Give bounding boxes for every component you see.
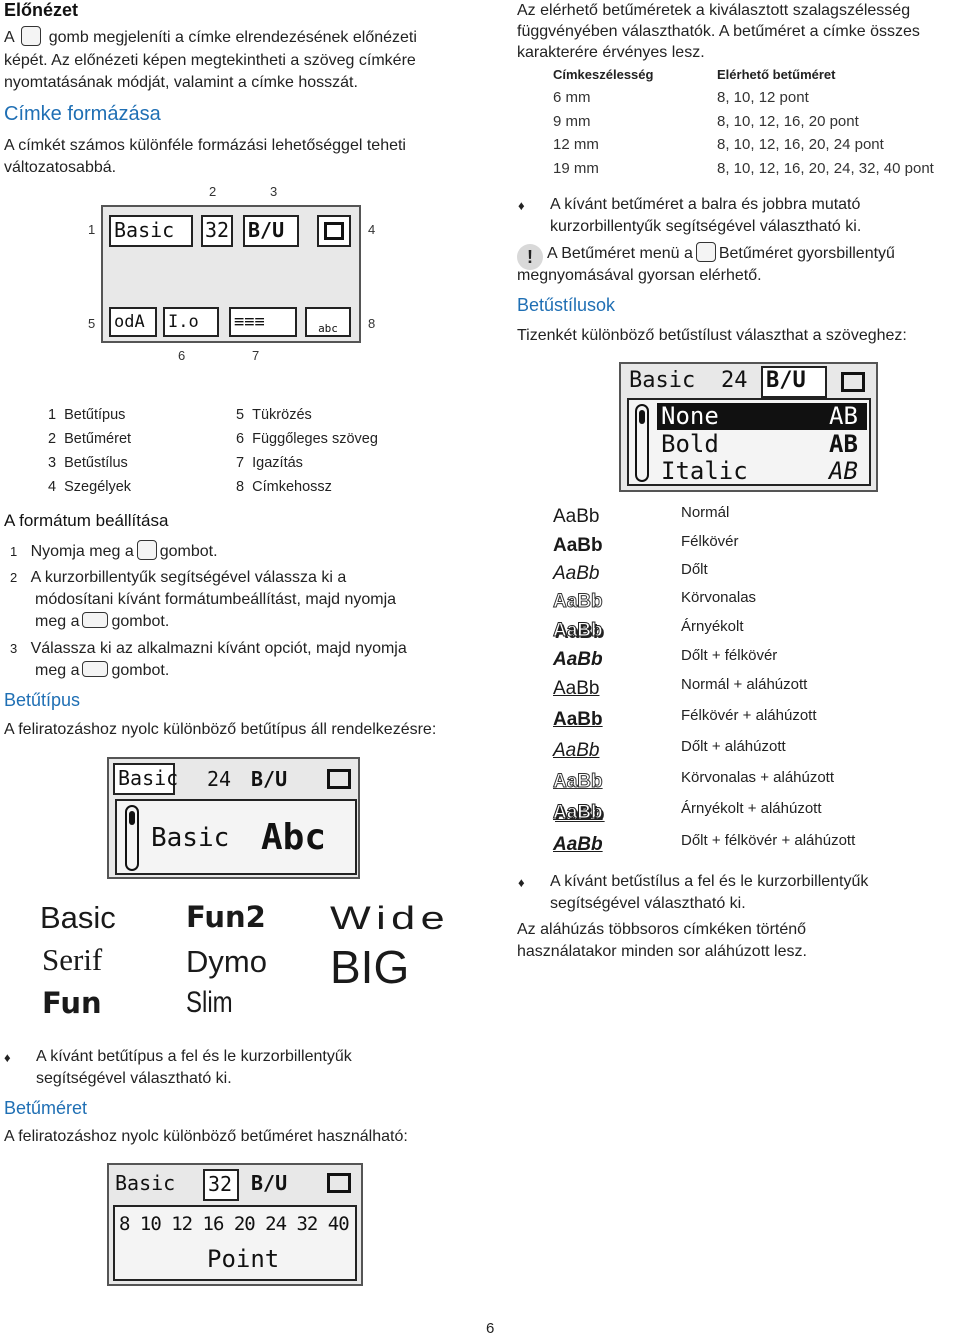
style-sample-italic: AaBb [553, 563, 600, 584]
font-size-key-icon [696, 242, 716, 262]
style-sample-italic-underline: AaBb [553, 740, 600, 761]
style-name: Normál [681, 504, 730, 521]
callout-5: 5 [88, 316, 96, 331]
format-button-icon [137, 540, 157, 560]
intro-line1: Az elérhető betűméretek a kiválasztott szalagszélesség [517, 2, 911, 19]
ok-button-icon [82, 612, 108, 628]
font-text: A feliratozáshoz nyolc különböző betűtípus áll rendelkezésre: [4, 721, 437, 738]
font-list [115, 799, 357, 875]
scroll-thumb[interactable] [639, 410, 645, 424]
border-square-icon [327, 769, 351, 789]
style-option-bold[interactable]: Bold [661, 430, 719, 458]
table-header: Címkeszélesség [553, 67, 654, 82]
style-name: Árnyékolt + aláhúzott [681, 800, 822, 817]
style-text: Tizenkét különböző betűstílust választhat a szöveghez: [517, 327, 907, 344]
align-tab: ≡≡≡ [229, 307, 297, 337]
border-square-icon [841, 372, 865, 392]
underline-note-line1: Az aláhúzás többsoros címkéken történő [517, 921, 807, 938]
style-sample-underline: AaBb [553, 678, 600, 699]
callout-1: 1 [88, 222, 96, 237]
style-name: Félkövér + aláhúzott [681, 707, 817, 724]
font-sample-slim: Slim [186, 986, 233, 1019]
legend-item: 2 Betűméret [48, 431, 132, 447]
vertical-tab: I.o [163, 307, 219, 337]
table-cell: 6 mm [553, 89, 591, 106]
scrollbar[interactable] [125, 805, 139, 871]
size-tab: 24 [207, 767, 232, 791]
font-heading: Betűtípus [4, 690, 81, 710]
border-square-icon [324, 222, 344, 240]
style-bullet-line2: segítségével választható ki. [550, 895, 746, 912]
page-number: 6 [486, 1320, 495, 1337]
step-2: 2 A kurzorbillentyűk segítségével válassza ki a [10, 569, 347, 586]
callout-2: 2 [209, 184, 217, 199]
size-tab: 32 [201, 215, 233, 247]
size-heading: Betűméret [4, 1098, 88, 1118]
size-text: A feliratozáshoz nyolc különböző betűméret használható: [4, 1128, 408, 1145]
table-cell: 9 mm [553, 113, 591, 130]
border-square-icon [327, 1173, 351, 1193]
step-3: 3 Válassza ki az alkalmazni kívánt opciót, majd nyomja [10, 640, 407, 657]
format-heading: Címke formázása [4, 103, 161, 125]
style-sample-outline: AaBb [553, 591, 603, 612]
font-bullet-line1: ♦ A kívánt betűtípus a fel és le kurzorbillentyűk [36, 1046, 352, 1068]
style-option-italic[interactable]: Italic [661, 457, 748, 485]
setup-heading: A formátum beállítása [4, 511, 169, 530]
step-2-line2: módosítani kívánt formátumbeállítást, majd nyomja [35, 591, 397, 608]
tip-line1: ! A Betűméret menü a Betűméret gyorsbillentyű [517, 242, 895, 270]
table-header: Elérhető betűméret [717, 67, 836, 82]
style-list [627, 398, 871, 486]
style-tab: B/U [251, 767, 288, 791]
size-bullet-line2: kurzorbillentyűk segítségével választható ki. [550, 218, 862, 235]
legend-item: 3 Betűstílus [48, 455, 128, 471]
table-cell: 12 mm [553, 136, 599, 153]
preview-text-post: gomb megjeleníti a címke elrendezésének előnézeti [48, 29, 417, 46]
style-tab: B/U [243, 215, 299, 247]
font-sample-fun2: Fun2 [186, 900, 266, 934]
style-name: Félkövér [681, 533, 739, 550]
ok-button-icon [82, 661, 108, 677]
style-name: Dőlt + félkövér [681, 647, 778, 664]
font-sample-serif: Serif [42, 942, 103, 977]
legend-item: 7 Igazítás [236, 455, 303, 471]
style-tab: B/U [761, 366, 827, 398]
tip-line2: megnyomásával gyorsan elérhető. [517, 267, 762, 284]
preview-heading: Előnézet [4, 0, 79, 20]
legend-item: 5 Tükrözés [236, 407, 312, 423]
callout-6: 6 [178, 348, 186, 363]
style-sample-shadow: AaBb [553, 620, 603, 641]
style-preview-italic: AB [829, 457, 858, 485]
scrollbar[interactable] [635, 404, 649, 482]
callout-4: 4 [368, 222, 376, 237]
style-sample-bold: AaBb [553, 535, 603, 556]
length-tab: abc [305, 307, 351, 337]
preview-text-pre: A [4, 29, 14, 46]
format-text-line2: változatosabbá. [4, 159, 117, 176]
style-sample-bold-underline: AaBb [553, 709, 603, 730]
style-sample-outline-underline: AaBb [553, 771, 603, 792]
scroll-thumb[interactable] [129, 811, 135, 825]
font-sample-fun: Fun [42, 986, 102, 1020]
style-sample-normal: AaBb [553, 506, 600, 527]
style-sample-italic-bold-underline: AaBb [553, 834, 603, 855]
font-sample-dymo: Dymo [186, 944, 267, 979]
underline-note-line2: használatakor minden sor aláhúzott lesz. [517, 943, 807, 960]
preview-text-line3: nyomtatásának módját, valamint a címke hosszát. [4, 74, 358, 91]
step-1: 1 Nyomja meg a gombot. [10, 540, 218, 563]
style-name: Körvonalas [681, 589, 757, 606]
size-unit: Point [207, 1245, 280, 1273]
style-sample-shadow-underline: AaBb [553, 802, 603, 823]
style-sample-italic-bold: AaBb [553, 649, 603, 670]
style-option-none[interactable]: None [661, 402, 719, 430]
style-name: Árnyékolt [681, 618, 744, 635]
size-bullet-line1: ♦ A kívánt betűméret a balra és jobbra mutató [550, 194, 860, 216]
preview-button-icon [21, 26, 41, 46]
font-lcd-screen [107, 757, 360, 879]
style-preview-bold: AB [829, 430, 858, 458]
preview-text-line1 [4, 26, 417, 49]
legend-item: 4 Szegélyek [48, 479, 132, 495]
step-3-line2: meg a gombot. [35, 662, 170, 679]
style-lcd-screen [619, 362, 878, 492]
style-heading: Betűstílusok [517, 295, 616, 315]
legend-item: 8 Címkehossz [236, 479, 332, 495]
style-bullet-line1: ♦ A kívánt betűstílus a fel és le kurzorbillentyűk [550, 871, 868, 893]
size-tab: 32 [203, 1169, 239, 1201]
style-tab: B/U [251, 1171, 288, 1195]
table-cell: 8, 10, 12, 16, 20, 24 pont [717, 136, 884, 153]
font-option-basic[interactable]: Basic [151, 823, 230, 853]
font-sample-basic: Basic [40, 900, 116, 935]
font-tab: Basic [115, 1171, 176, 1195]
callout-8: 8 [368, 316, 376, 331]
style-name: Normál + aláhúzott [681, 676, 808, 693]
style-preview-none: AB [829, 402, 858, 430]
size-tab: 24 [721, 368, 748, 393]
font-sample-wide: Wide [330, 900, 451, 936]
border-tab [317, 215, 351, 247]
size-lcd-screen [107, 1163, 363, 1286]
style-name: Dőlt + aláhúzott [681, 738, 786, 755]
preview-text-line2: képét. Az előnézeti képen megtekintheti a szöveg címkére [4, 52, 416, 69]
font-sample-big: BIG [330, 941, 410, 993]
warning-icon: ! [517, 244, 543, 270]
table-cell: 19 mm [553, 160, 599, 177]
table-cell: 8, 10, 12, 16, 20 pont [717, 113, 859, 130]
style-name: Dőlt [681, 561, 708, 578]
font-tab: Basic [113, 763, 175, 795]
font-preview: Abc [261, 817, 327, 858]
format-lcd-screen [101, 205, 361, 343]
size-options[interactable]: 8 10 12 16 20 24 32 40 [119, 1213, 349, 1235]
style-name: Körvonalas + aláhúzott [681, 769, 835, 786]
intro-line3: karakterére érvényes lesz. [517, 44, 705, 61]
legend-item: 1 Betűtípus [48, 407, 126, 423]
size-list [113, 1205, 357, 1281]
step-2-line3: meg a gombot. [35, 613, 170, 630]
callout-7: 7 [252, 348, 260, 363]
font-tab: Basic [629, 368, 696, 393]
font-bullet-line2: segítségével választható ki. [36, 1070, 232, 1087]
format-text-line1: A címkét számos különféle formázási lehetőséggel teheti [4, 137, 406, 154]
legend-item: 6 Függőleges szöveg [236, 431, 378, 447]
callout-3: 3 [270, 184, 278, 199]
intro-line2: függvényében választhatók. A betűméret a címke összes [517, 23, 920, 40]
font-tab: Basic [109, 215, 193, 247]
table-cell: 8, 10, 12 pont [717, 89, 809, 106]
table-cell: 8, 10, 12, 16, 20, 24, 32, 40 pont [717, 160, 934, 177]
style-name: Dőlt + félkövér + aláhúzott [681, 832, 856, 849]
mirror-tab: odA [109, 307, 157, 337]
